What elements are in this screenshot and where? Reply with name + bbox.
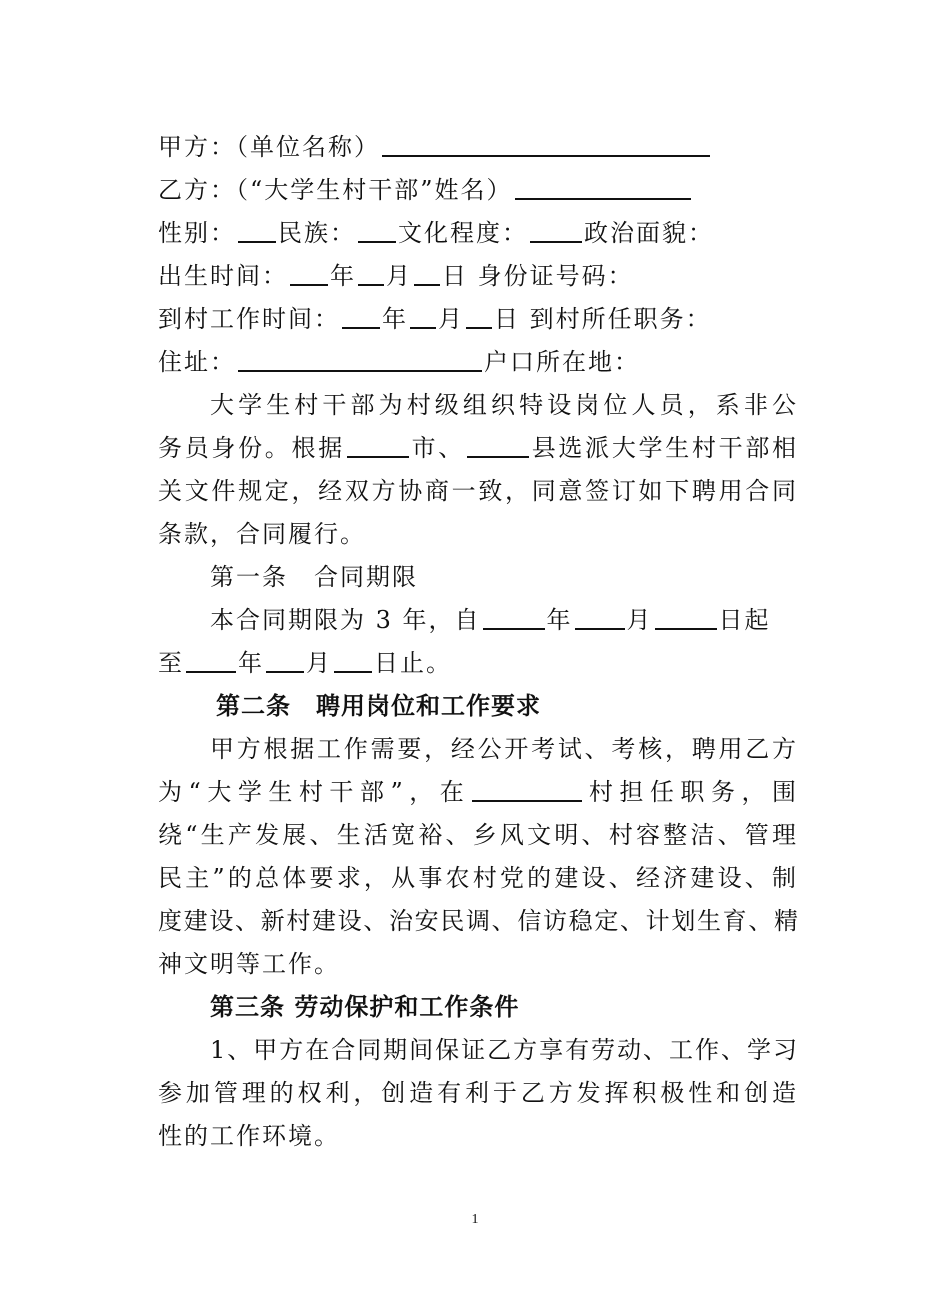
contract-page: [158, 126, 798, 1158]
article-2-line-4: 民主”的总体要求，从事农村党的建设、经济建设、制: [158, 864, 798, 892]
birth-day-blank: [414, 256, 440, 286]
address-blank: [238, 342, 482, 372]
city-blank: [347, 428, 409, 458]
article-1-line-2-a: 至: [158, 649, 184, 677]
personal-info-line: [158, 212, 798, 255]
intro-line-1: 大学生村干部为村级组织特设岗位人员，系非公: [210, 391, 798, 419]
birth-day-label: 日: [442, 262, 468, 290]
term-end-year-label: 年: [238, 649, 264, 677]
position-label: 到村所任职务：: [529, 305, 712, 333]
article-2-line-2: [158, 771, 798, 814]
party-a-label: 甲方：（单位名称）: [158, 133, 380, 161]
id-number-label: 身份证号码：: [477, 262, 634, 290]
term-end-year-blank: [186, 643, 236, 673]
article-2-line-3: 绕“生产发展、生活宽裕、乡风文明、村容整洁、管理: [158, 821, 798, 849]
article-2-line-6: 神文明等工作。: [158, 950, 340, 978]
term-start-year-blank: [483, 600, 545, 630]
article-3-line-3: 性的工作环境。: [158, 1122, 340, 1150]
article-2-line-2-a: 为“大学生村干部”，在: [158, 778, 471, 806]
ethnicity-blank: [358, 213, 396, 243]
start-day-label: 日: [494, 305, 520, 333]
article-1-line-2: [158, 642, 798, 685]
term-start-month-label: 月: [626, 606, 653, 634]
start-year-blank: [342, 299, 380, 329]
term-end-day-label: 日止。: [374, 649, 452, 677]
party-b-label: 乙方：（“大学生村干部”姓名）: [158, 176, 513, 204]
term-start-day-label: 日起: [718, 606, 771, 634]
birth-year-blank: [290, 256, 328, 286]
article-1-line-1: [158, 599, 798, 642]
article-1-line-1-a: 本合同期限为 3 年，自: [210, 606, 481, 634]
start-work-label: 到村工作时间：: [158, 305, 340, 333]
birth-line: [158, 255, 798, 298]
term-end-month-label: 月: [306, 649, 332, 677]
term-start-day-blank: [655, 600, 717, 630]
birth-month-label: 月: [386, 262, 412, 290]
article-2-line-2-b: 村担任职务，围: [584, 778, 799, 806]
term-end-day-blank: [334, 643, 372, 673]
birth-year-label: 年: [330, 262, 356, 290]
education-label: 文化程度：: [398, 219, 528, 247]
intro-line-3: 关文件规定，经双方协商一致，同意签订如下聘用合同: [158, 477, 798, 505]
article-1-title: 第一条 合同期限: [210, 563, 418, 591]
political-status-label: 政治面貌：: [584, 219, 714, 247]
address-label: 住址：: [158, 348, 236, 376]
term-end-month-blank: [266, 643, 304, 673]
article-2-line-1: 甲方根据工作需要，经公开考试、考核，聘用乙方: [210, 735, 798, 763]
birth-month-blank: [358, 256, 384, 286]
start-year-label: 年: [382, 305, 408, 333]
birth-label: 出生时间：: [158, 262, 288, 290]
intro-line-2-b: 市、: [410, 434, 466, 462]
party-b-line: [158, 169, 798, 212]
address-line: [158, 341, 798, 384]
intro-line-2-c: 县选派大学生村干部相: [531, 434, 799, 462]
page-number: 1: [471, 1212, 479, 1227]
start-work-line: [158, 298, 798, 341]
party-b-name-blank: [515, 170, 691, 200]
article-3-title: 第三条 劳动保护和工作条件: [210, 993, 520, 1021]
household-registration-label: 户口所在地：: [484, 348, 640, 376]
party-a-name-blank: [382, 127, 710, 157]
village-blank: [472, 772, 582, 802]
start-month-blank: [410, 299, 436, 329]
start-month-label: 月: [438, 305, 464, 333]
intro-line-4: 条款，合同履行。: [158, 520, 366, 548]
term-start-year-label: 年: [546, 606, 573, 634]
county-blank: [467, 428, 529, 458]
party-a-line: [158, 126, 798, 169]
term-start-month-blank: [575, 600, 625, 630]
intro-line-2-a: 务员身份。根据: [158, 434, 345, 462]
article-2-title: 第二条 聘用岗位和工作要求: [216, 692, 541, 720]
ethnicity-label: 民族：: [278, 219, 356, 247]
education-blank: [530, 213, 582, 243]
article-2-line-5: 度建设、新村建设、治安民调、信访稳定、计划生育、精: [158, 907, 798, 935]
gender-blank: [238, 213, 276, 243]
gender-label: 性别：: [158, 219, 236, 247]
article-3-line-1: 1、甲方在合同期间保证乙方享有劳动、工作、学习: [210, 1036, 798, 1064]
start-day-blank: [466, 299, 492, 329]
intro-line-2: [158, 427, 798, 470]
article-3-line-2: 参加管理的权利，创造有利于乙方发挥积极性和创造: [158, 1079, 798, 1107]
